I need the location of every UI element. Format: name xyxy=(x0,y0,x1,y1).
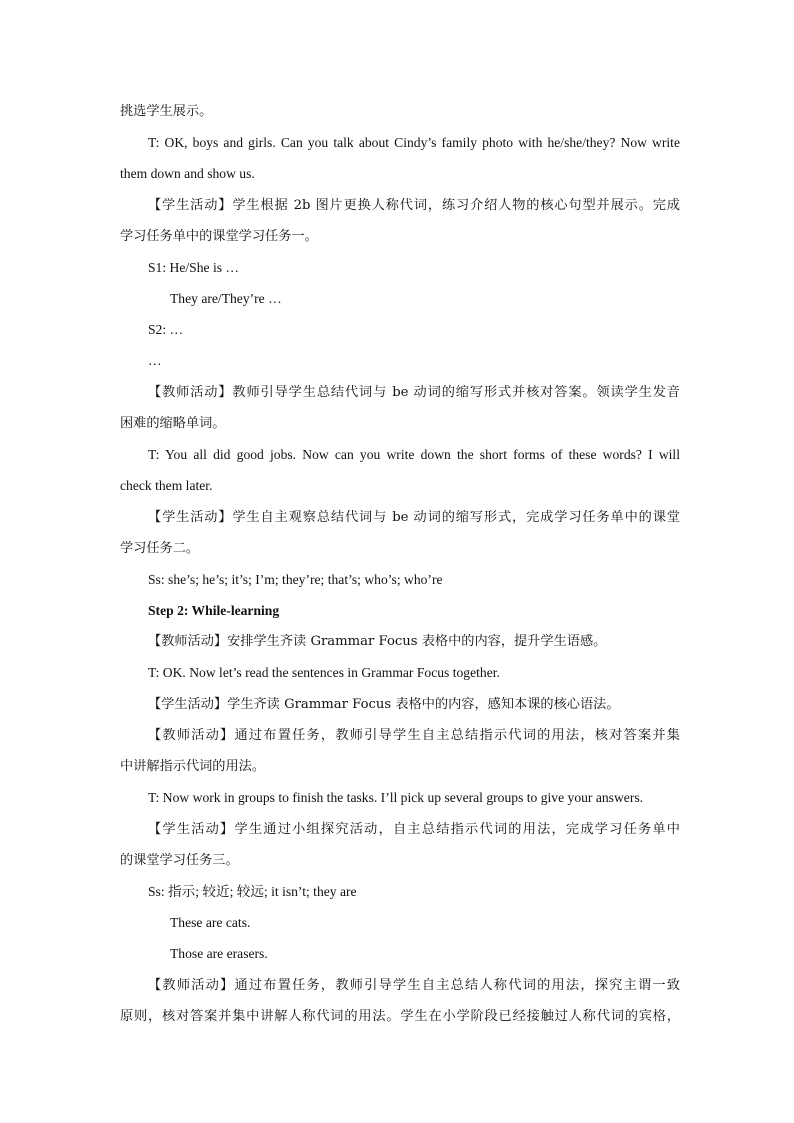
teacher-dialogue-line: T: Now work in groups to finish the tasks. I’ll pick up several groups to give your answers. xyxy=(148,790,644,805)
teacher-activity-line: 中讲解指示代词的用法。 xyxy=(120,759,266,774)
student-answer-line: … xyxy=(148,353,162,368)
teacher-activity-line: 【教师活动】安排学生齐读 Grammar Focus 表格中的内容，提升学生语感。 xyxy=(148,634,607,649)
student-activity-line: 【学生活动】学生自主观察总结代词与 be 动词的缩写形式，完成学习任务单中的课堂 xyxy=(148,510,680,525)
teacher-activity-line: 原则，核对答案并集中讲解人称代词的用法。学生在小学阶段已经接触过人称代词的宾格， xyxy=(120,1009,680,1024)
student-activity-line: 的课堂学习任务三。 xyxy=(120,853,239,868)
student-answer-line: S2: … xyxy=(148,322,184,337)
student-answer-line: Ss: 指示; 较近; 较远; it isn’t; they are xyxy=(148,884,357,899)
teacher-dialogue-line: check them later. xyxy=(120,478,213,493)
student-answer-line: Ss: she’s; he’s; it’s; I’m; they’re; that’s; who’s; who’re xyxy=(148,572,443,587)
student-answer-line: Those are erasers. xyxy=(170,946,268,961)
student-activity-line: 【学生活动】学生齐读 Grammar Focus 表格中的内容，感知本课的核心语法。 xyxy=(148,697,620,712)
teacher-activity-line: 困难的缩略单词。 xyxy=(120,416,226,431)
teacher-dialogue-line: T: OK, boys and girls. Can you talk about Cindy’s family photo with he/she/they? Now write xyxy=(148,135,680,150)
student-answer-line: S1: He/She is … xyxy=(148,260,240,275)
student-activity-line: 【学生活动】学生通过小组探究活动，自主总结指示代词的用法，完成学习任务单中 xyxy=(148,822,680,837)
student-activity-line: 学习任务二。 xyxy=(120,541,200,556)
student-activity-line: 【学生活动】学生根据 2b 图片更换人称代词，练习介绍人物的核心句型并展示。完成 xyxy=(148,198,680,213)
teacher-dialogue-line: T: You all did good jobs. Now can you write down the short forms of these words? I will xyxy=(148,447,680,462)
step-heading: Step 2: While-learning xyxy=(148,603,280,618)
teacher-dialogue-line: them down and show us. xyxy=(120,166,255,181)
teacher-activity-line: 【教师活动】通过布置任务，教师引导学生自主总结指示代词的用法，核对答案并集 xyxy=(148,728,680,743)
teacher-activity-line: 【教师活动】通过布置任务，教师引导学生自主总结人称代词的用法，探究主谓一致 xyxy=(148,978,680,993)
teacher-dialogue-line: T: OK. Now let’s read the sentences in Grammar Focus together. xyxy=(148,665,500,680)
student-answer-line: They are/They’re … xyxy=(170,291,282,306)
student-answer-line: These are cats. xyxy=(170,915,251,930)
paragraph-line: 挑选学生展示。 xyxy=(120,104,213,119)
teacher-activity-line: 【教师活动】教师引导学生总结代词与 be 动词的缩写形式并核对答案。领读学生发音 xyxy=(148,385,680,400)
student-activity-line: 学习任务单中的课堂学习任务一。 xyxy=(120,229,318,244)
